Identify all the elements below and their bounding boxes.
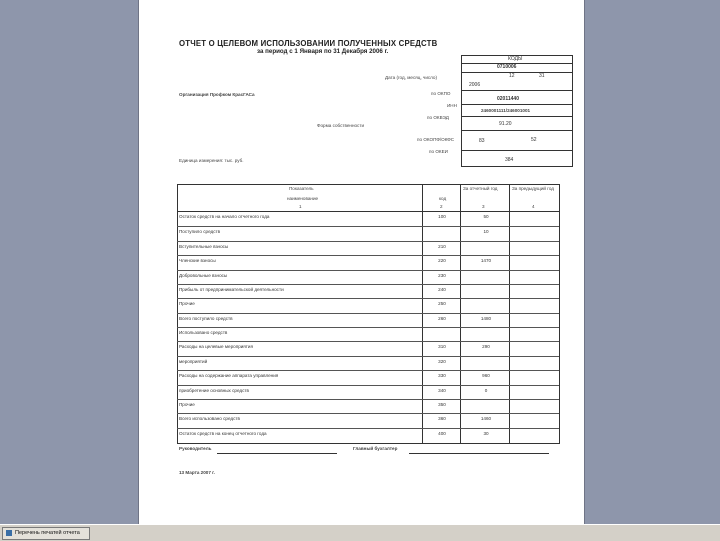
form-own-label: Форма собственности	[317, 123, 365, 128]
row-code: 230	[438, 272, 446, 278]
table-row	[177, 241, 559, 256]
row-code: 330	[438, 373, 446, 379]
form-code: 0710006	[497, 64, 517, 70]
row-name: приобретение основных средств	[179, 387, 249, 393]
month: 12	[509, 73, 515, 79]
date-signed: 13 Марта 2007 г.	[179, 470, 215, 475]
row-name: Поступило средств	[179, 229, 221, 235]
inn-label: ИНН	[447, 103, 457, 108]
row-code: 250	[438, 301, 446, 307]
table-row	[177, 428, 559, 443]
row-name: Расходы на содержание аппарата управления	[179, 373, 279, 379]
row-current: 50	[483, 214, 489, 219]
row-code: 260	[438, 315, 446, 321]
table-row	[177, 399, 559, 414]
okei-value: 384	[505, 157, 514, 163]
row-name: Использовано средств	[179, 330, 228, 335]
row-current: 290	[482, 344, 490, 350]
org-label: Организация Профком КрасГАСа	[179, 92, 255, 97]
col-number-2: 2	[440, 204, 443, 209]
table-row	[177, 226, 559, 241]
col-number-3: 3	[482, 204, 485, 209]
row-name: Членские взносы	[179, 258, 216, 264]
table-row	[177, 370, 559, 385]
okved-value: 91.20	[499, 121, 512, 127]
row-current: 1470	[480, 258, 492, 264]
row-code: 240	[438, 286, 446, 292]
row-name: Всего поступило средств	[179, 315, 233, 321]
row-code: 340	[438, 387, 446, 393]
inn-value: 2460001111/246001001	[481, 108, 531, 113]
report-period: за период с 1 Января по 31 Декабря 2006 г.	[257, 48, 389, 55]
year: 2006	[469, 82, 481, 88]
table-row	[177, 413, 559, 428]
okved-label: по ОКВЭД	[427, 115, 449, 120]
header-current: За отчетный год	[463, 186, 498, 191]
table-row	[177, 270, 559, 285]
row-name: Прочие	[179, 401, 195, 407]
table-row	[177, 356, 559, 371]
row-code: 220	[438, 258, 446, 264]
row-current: 960	[482, 373, 490, 379]
task-label: Перечень печатей отчета	[15, 530, 80, 536]
codes-header: КОДЫ	[508, 56, 523, 62]
row-code: 210	[438, 243, 446, 249]
row-current: 1480	[480, 315, 492, 321]
okpo-label: по ОКПО	[431, 91, 451, 96]
row-name: Вступительные взносы	[179, 243, 229, 249]
header-name: наименование	[287, 196, 319, 201]
header-code: код	[439, 196, 447, 201]
row-name: Добровольные взносы	[179, 272, 228, 278]
row-name: Остаток средств на начало отчетного года	[179, 214, 270, 219]
okpo-value: 02011440	[497, 96, 519, 102]
report-title: ОТЧЕТ О ЦЕЛЕВОМ ИСПОЛЬЗОВАНИИ ПОЛУЧЕННЫХ СРЕДСТВ	[179, 39, 438, 48]
table-row	[177, 327, 559, 342]
table-row	[177, 341, 559, 356]
header-indicator: Показатель	[289, 186, 314, 191]
date-label: Дата (год, месяц, число)	[385, 75, 437, 80]
table-row	[177, 313, 559, 328]
header-previous: За предыдущий год	[512, 186, 554, 191]
unit-label: Единица измерения: тыс. руб.	[179, 158, 244, 163]
taskbar-task-button[interactable]	[2, 527, 90, 540]
okei-label: по ОКЕИ	[429, 149, 448, 154]
table-row	[177, 385, 559, 400]
day: 31	[539, 73, 545, 79]
table-row	[177, 212, 559, 226]
row-current: 10	[483, 229, 489, 235]
row-current: 0	[484, 387, 488, 393]
col-number-4: 4	[532, 204, 535, 209]
row-code: 310	[438, 344, 446, 350]
col-number-1: 1	[299, 204, 302, 209]
document-icon	[6, 530, 12, 536]
row-current: 1460	[480, 416, 492, 422]
accountant-label: Главный бухгалтер	[353, 446, 398, 451]
row-name: Остаток средств на конец отчетного года	[179, 430, 267, 436]
row-name: мероприятий	[179, 358, 208, 364]
row-name: Расходы на целевые мероприятия	[179, 344, 253, 350]
okopf-label: по ОКОПФ/ОКФС	[417, 137, 455, 142]
signature-label: Руководитель	[179, 446, 212, 451]
taskbar	[0, 524, 720, 541]
okfs-value: 52	[531, 137, 537, 143]
row-code: 400	[438, 430, 446, 436]
row-current: 30	[483, 430, 489, 436]
table-row	[177, 255, 559, 270]
row-name: Прибыль от предпринимательской деятельности	[179, 286, 284, 292]
table-row	[177, 284, 559, 299]
row-code: 360	[438, 416, 446, 422]
row-name: Прочие	[179, 301, 195, 307]
row-code: 320	[438, 358, 446, 364]
row-name: Всего использовано средств	[179, 416, 240, 422]
document-page	[138, 0, 585, 524]
row-code: 350	[438, 401, 446, 407]
table-row	[177, 298, 559, 313]
row-code: 100	[438, 214, 446, 219]
okopf-value: 83	[479, 138, 485, 144]
